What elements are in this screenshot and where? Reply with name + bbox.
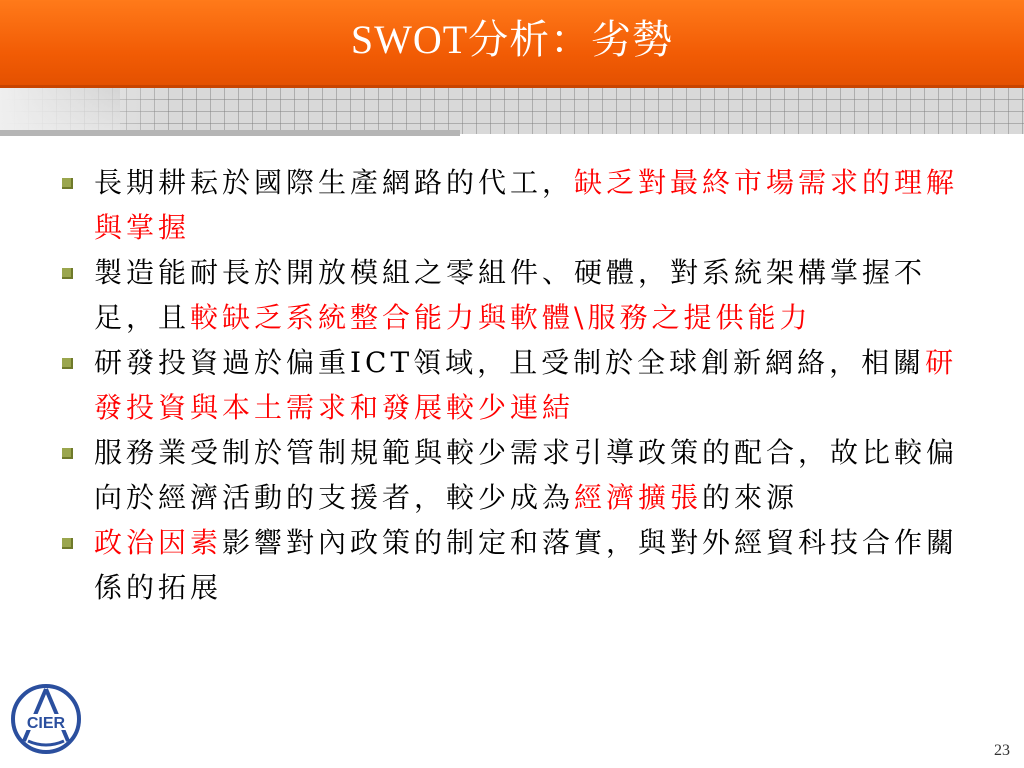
bullet-item-1 [60,160,970,250]
bullet-item-5 [60,520,970,610]
grid-baseline [0,130,460,136]
bullet-text: 研發投資過於偏重ICT領域，且受制於全球創新網絡，相關 [94,346,926,379]
square-bullet-icon [62,538,73,549]
bullet-item-3 [60,340,970,430]
bullet-text: 長期耕耘於國際生產網路的代工， [94,166,575,199]
slide-title: SWOT分析：劣勢 [350,17,674,62]
highlight-text: 政治因素 [94,526,223,559]
square-bullet-icon [62,178,73,189]
bullet-item-4 [60,430,970,520]
grid-fade [0,88,170,134]
square-bullet-icon [62,358,73,369]
bullet-text: 服務業受制於管制規範與較少需求引導政策的配合，故比較偏向於經濟活動的支援者，較少成為 [94,436,959,514]
highlight-text: 較缺乏系統整合能力與軟體\服務之提供能力 [190,301,812,334]
logo-text: CIER [26,715,66,732]
highlight-text: 經濟擴張 [574,481,703,514]
square-bullet-icon [62,448,73,459]
bullet-text: 影響對內政策的制定和落實，與對外經貿科技合作關係的拓展 [94,526,959,604]
bullet-item-2 [60,250,970,340]
square-bullet-icon [62,268,73,279]
page-number: 23 [994,742,1010,759]
highlight-text: 缺乏對最終市場需求的理解與掌握 [94,166,959,244]
bullet-text: 製造能耐長於開放模組之零組件、硬體，對系統架構掌握不足，且 [94,256,927,334]
cier-logo-icon [10,683,82,755]
bullet-list [60,160,970,610]
highlight-text: 研發投資與本土需求和發展較少連結 [94,346,958,424]
bullet-text: 的來源 [702,481,799,514]
